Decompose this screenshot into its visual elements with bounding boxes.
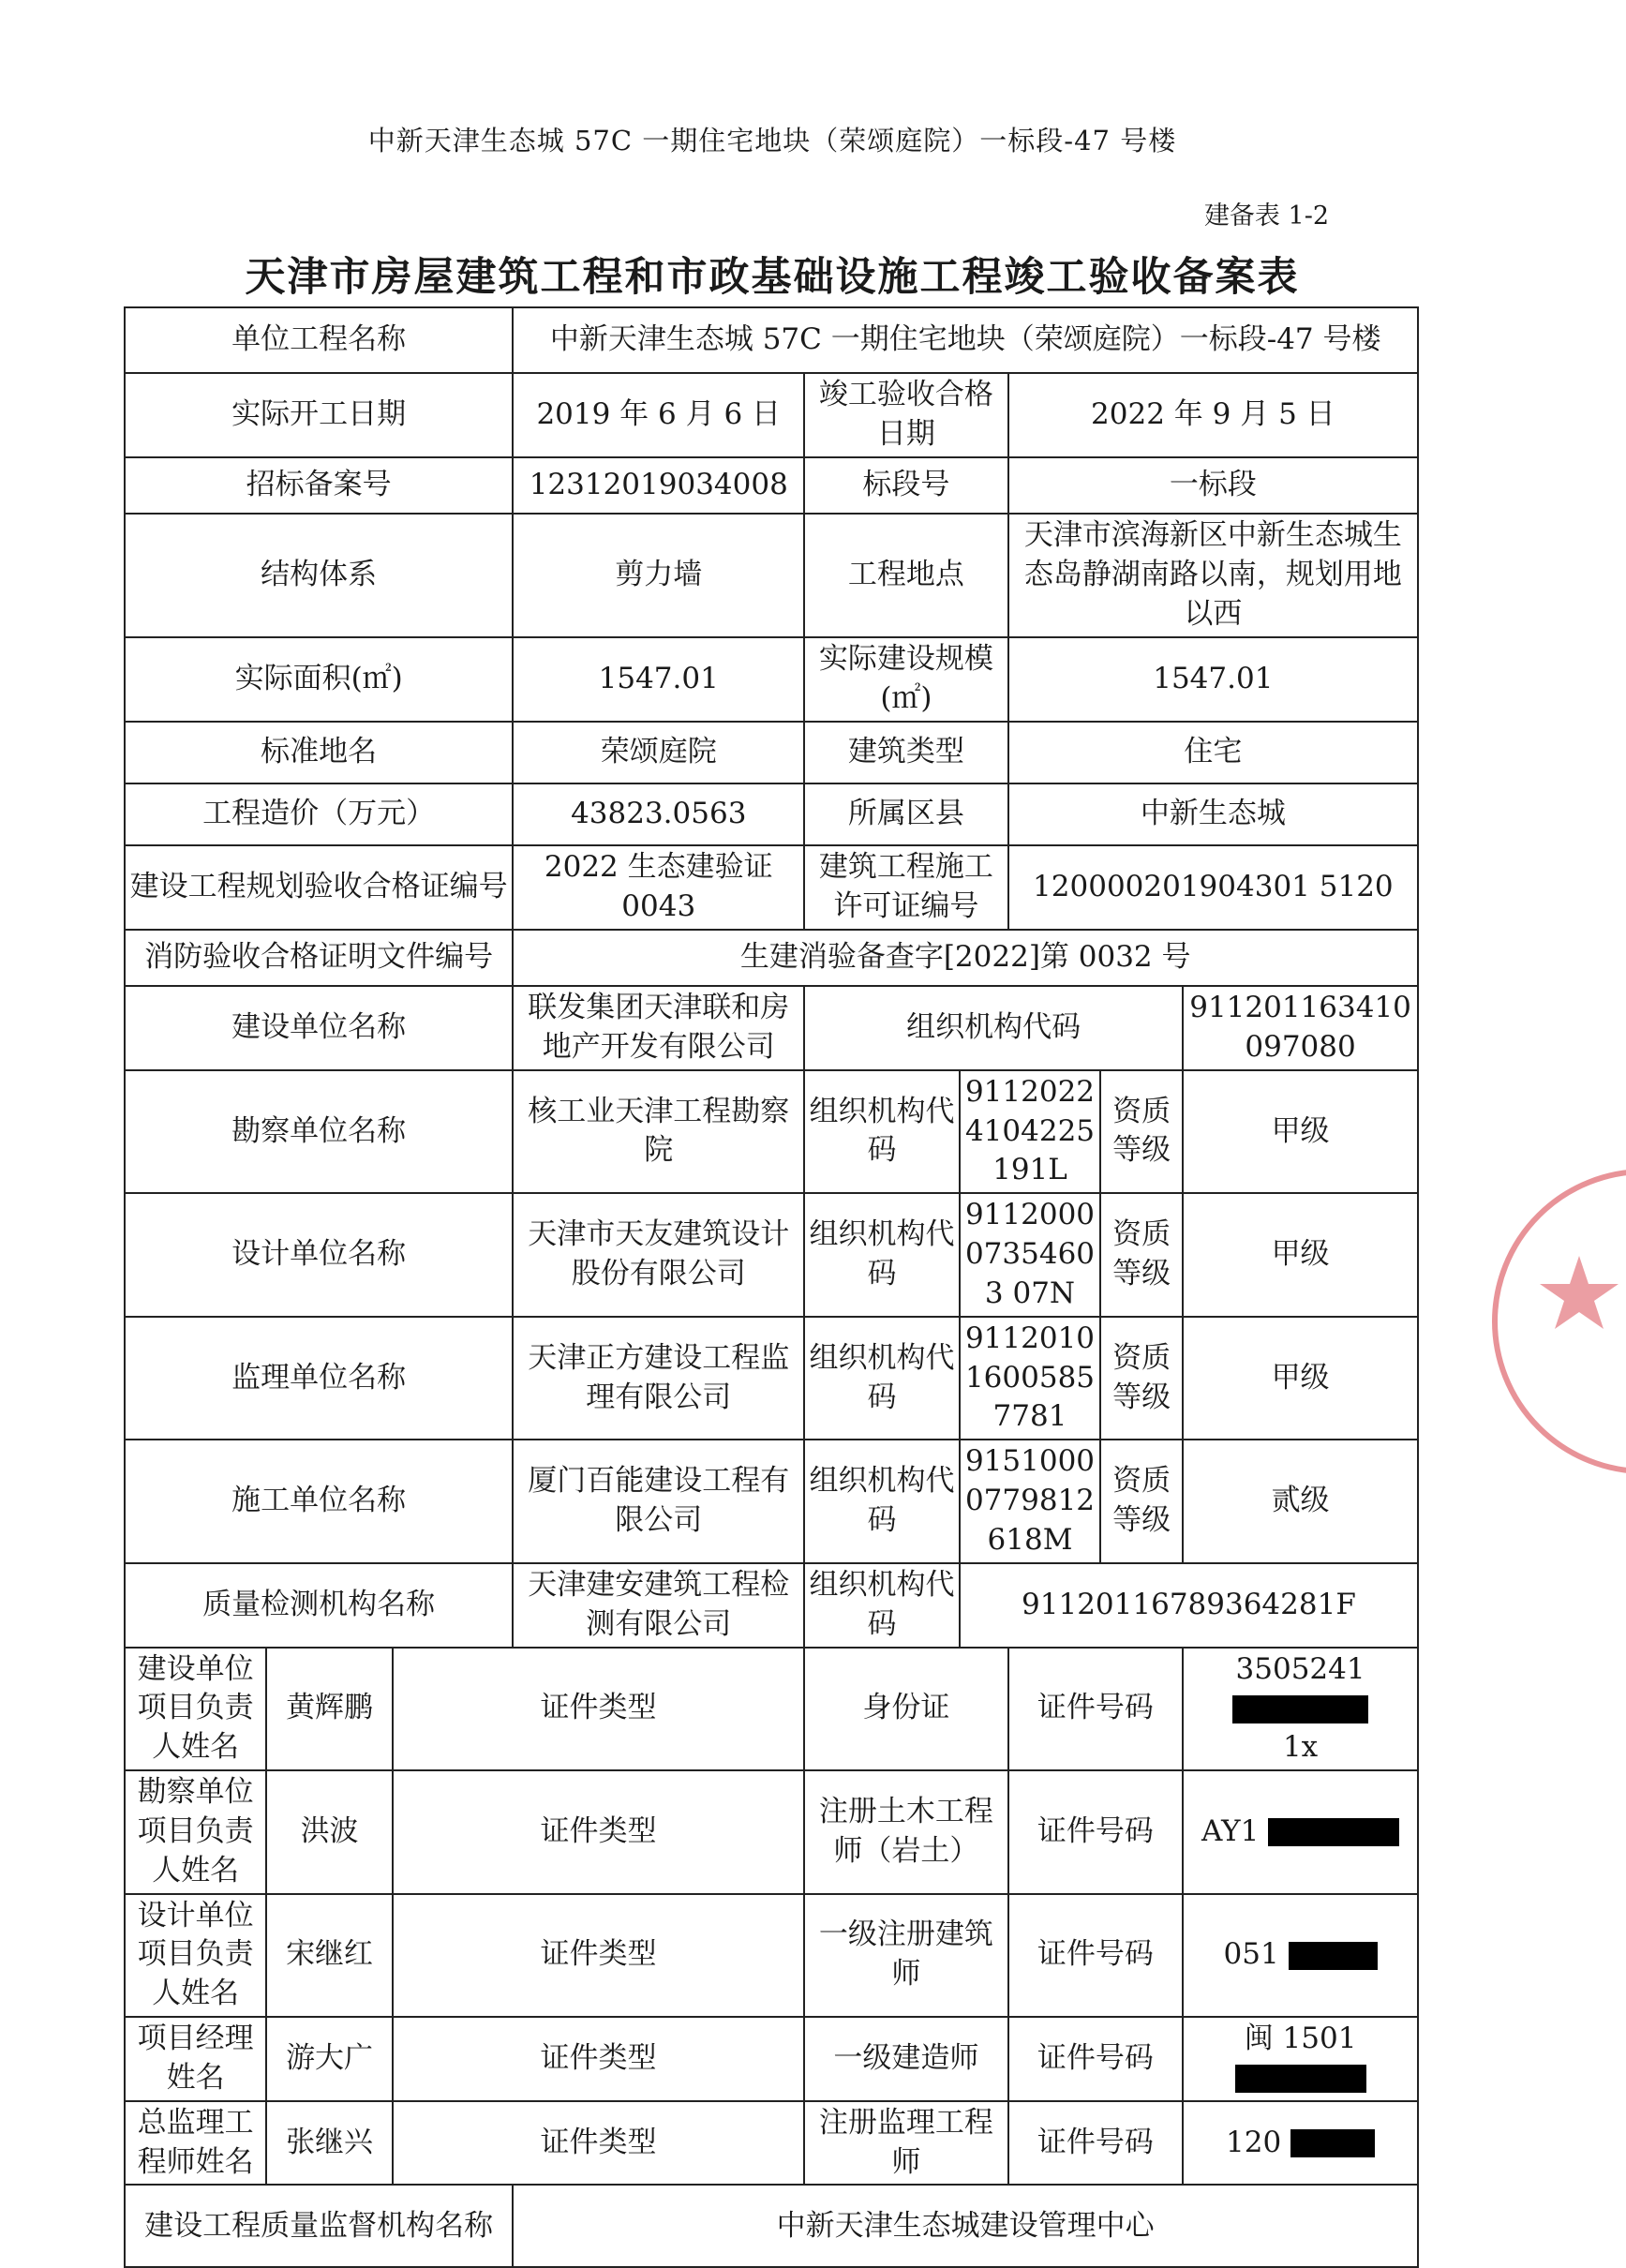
- cert-type-value: 一级注册建筑师: [804, 1894, 1008, 2018]
- redaction-bar: [1232, 1695, 1368, 1723]
- table-row: [125, 930, 1418, 986]
- table-row: [125, 845, 1418, 930]
- org-code-label: 组织机构代码: [804, 1440, 960, 1563]
- document-header: 中新天津生态城 57C 一期住宅地块（荣颂庭院）一标段-47 号楼: [367, 125, 1177, 157]
- scale-label: 实际建设规模(㎡): [804, 637, 1008, 722]
- scale-value: 1547.01: [1008, 637, 1418, 722]
- building-type-label: 建筑类型: [804, 722, 1008, 783]
- redaction-bar: [1289, 1942, 1378, 1970]
- person-role: 设计单位项目负责人姓名: [125, 1894, 266, 2018]
- org-code-label: 组织机构代码: [804, 1070, 960, 1194]
- table-row: [125, 457, 1418, 514]
- org-code-label: 组织机构代码: [804, 1193, 960, 1317]
- table-row: [125, 2185, 1418, 2267]
- unit-name: 厦门百能建设工程有限公司: [513, 1440, 804, 1563]
- cert-no-label: 证件号码: [1008, 1770, 1183, 1894]
- area-label: 实际面积(㎡): [125, 637, 513, 722]
- bid-no-value: 12312019034008: [513, 457, 804, 514]
- structure-label: 结构体系: [125, 514, 513, 637]
- supervision-value: 中新天津生态城建设管理中心: [513, 2185, 1418, 2267]
- cert-no-value: [1183, 1894, 1418, 2018]
- cert-no-prefix: 3505241: [1235, 1651, 1365, 1686]
- district-value: 中新生态城: [1008, 783, 1418, 845]
- cert-no-value: [1183, 1648, 1418, 1771]
- official-seal: [1457, 1125, 1626, 1518]
- person-name: 游大广: [266, 2017, 393, 2101]
- cert-no-label: 证件号码: [1008, 2101, 1183, 2186]
- org-code-value: 91510000779812618M: [960, 1440, 1100, 1563]
- cert-no-prefix: AY1: [1201, 1813, 1260, 1848]
- table-row: [125, 1894, 1418, 2018]
- unit-label: 勘察单位名称: [125, 1070, 513, 1194]
- qualification-label: 资质等级: [1100, 1070, 1183, 1194]
- cert-no-value: [1183, 2101, 1418, 2186]
- person-name: 黄辉鹏: [266, 1648, 393, 1771]
- table-row: [125, 1648, 1418, 1771]
- unit-name: 天津市天友建筑设计股份有限公司: [513, 1193, 804, 1317]
- table-row: [125, 1193, 1418, 1317]
- unit-name: 核工业天津工程勘察院: [513, 1070, 804, 1194]
- accept-date-value: 2022 年 9 月 5 日: [1008, 373, 1418, 457]
- cert-no-prefix: 闽 1501: [1244, 2022, 1357, 2056]
- org-code-value: 91120116789364281F: [960, 1563, 1418, 1648]
- org-code-value: 91120224104225191L: [960, 1070, 1100, 1194]
- qualification-grade: 甲级: [1183, 1317, 1418, 1440]
- qualification-grade: 甲级: [1183, 1070, 1418, 1194]
- permit-label: 建筑工程施工许可证编号: [804, 845, 1008, 930]
- cert-type-value: 一级建造师: [804, 2017, 1008, 2101]
- qualification-label: 资质等级: [1100, 1317, 1183, 1440]
- plan-cert-label: 建设工程规划验收合格证编号: [125, 845, 513, 930]
- cert-no-label: 证件号码: [1008, 1648, 1183, 1771]
- unit-label: 监理单位名称: [125, 1317, 513, 1440]
- redaction-bar: [1268, 1818, 1399, 1846]
- cert-type-label: 证件类型: [393, 1894, 804, 2018]
- table-row: [125, 373, 1418, 457]
- table-row: [125, 1070, 1418, 1194]
- table-row: [125, 514, 1418, 637]
- table-row: [125, 307, 1418, 373]
- person-name: 张继兴: [266, 2101, 393, 2186]
- qualification-grade: 贰级: [1183, 1440, 1418, 1563]
- project-name-label: 单位工程名称: [125, 307, 513, 373]
- cert-no-label: 证件号码: [1008, 1894, 1183, 2018]
- cert-type-label: 证件类型: [393, 2101, 804, 2186]
- cert-no-value: [1183, 2017, 1418, 2101]
- cert-type-label: 证件类型: [393, 2017, 804, 2101]
- person-role: 总监理工程师姓名: [125, 2101, 266, 2186]
- cert-type-value: 注册土木工程师（岩土）: [804, 1770, 1008, 1894]
- form-number: 建备表 1-2: [1203, 201, 1329, 231]
- qualification-label: 资质等级: [1100, 1193, 1183, 1317]
- bid-no-label: 招标备案号: [125, 457, 513, 514]
- cert-no-suffix: 1x: [1282, 1730, 1319, 1765]
- table-row: [125, 1563, 1418, 1648]
- unit-label: 施工单位名称: [125, 1440, 513, 1563]
- table-row: [125, 2017, 1418, 2101]
- unit-name: 联发集团天津联和房地产开发有限公司: [513, 986, 804, 1070]
- cert-no-prefix: 051: [1223, 1937, 1279, 1972]
- table-row: [125, 1440, 1418, 1563]
- cert-type-value: 注册监理工程师: [804, 2101, 1008, 2186]
- cert-type-label: 证件类型: [393, 1770, 804, 1894]
- person-role: 勘察单位项目负责人姓名: [125, 1770, 266, 1894]
- district-label: 所属区县: [804, 783, 1008, 845]
- redaction-bar: [1235, 2065, 1366, 2093]
- cert-no-prefix: 120: [1226, 2125, 1282, 2159]
- section-value: 一标段: [1008, 457, 1418, 514]
- cert-type-value: 身份证: [804, 1648, 1008, 1771]
- org-code-value: 911201016005857781: [960, 1317, 1100, 1440]
- cert-no-label: 证件号码: [1008, 2017, 1183, 2101]
- std-name-label: 标准地名: [125, 722, 513, 783]
- org-code-label: 组织机构代码: [804, 1563, 960, 1648]
- org-code-label: 组织机构代码: [804, 986, 1183, 1070]
- start-date-label: 实际开工日期: [125, 373, 513, 457]
- start-date-value: 2019 年 6 月 6 日: [513, 373, 804, 457]
- permit-value: 120000201904301 5120: [1008, 845, 1418, 930]
- table-row: [125, 1317, 1418, 1440]
- person-role: 建设单位项目负责人姓名: [125, 1648, 266, 1771]
- unit-label: 设计单位名称: [125, 1193, 513, 1317]
- form-title: 天津市房屋建筑工程和市政基础设施工程竣工验收备案表: [245, 254, 1300, 301]
- cert-type-label: 证件类型: [393, 1648, 804, 1771]
- std-name-value: 荣颂庭院: [513, 722, 804, 783]
- unit-label: 建设单位名称: [125, 986, 513, 1070]
- location-label: 工程地点: [804, 514, 1008, 637]
- table-row: [125, 986, 1418, 1070]
- unit-name: 天津正方建设工程监理有限公司: [513, 1317, 804, 1440]
- cost-value: 43823.0563: [513, 783, 804, 845]
- table-row: [125, 2101, 1418, 2186]
- org-code-value: 911200007354603 07N: [960, 1193, 1100, 1317]
- table-row: [125, 783, 1418, 845]
- table-row: [125, 722, 1418, 783]
- cost-label: 工程造价（万元）: [125, 783, 513, 845]
- redaction-bar: [1290, 2129, 1375, 2157]
- section-label: 标段号: [804, 457, 1008, 514]
- fire-value: 生建消验备查字[2022]第 0032 号: [513, 930, 1418, 986]
- structure-value: 剪力墙: [513, 514, 804, 637]
- org-code-label: 组织机构代码: [804, 1317, 960, 1440]
- person-role: 项目经理姓名: [125, 2017, 266, 2101]
- org-code-value: 911201163410097080: [1183, 986, 1418, 1070]
- building-type-value: 住宅: [1008, 722, 1418, 783]
- area-value: 1547.01: [513, 637, 804, 722]
- qualification-grade: 甲级: [1183, 1193, 1418, 1317]
- filing-table: [124, 306, 1419, 2268]
- location-value: 天津市滨海新区中新生态城生态岛静湖南路以南，规划用地以西: [1008, 514, 1418, 637]
- unit-label: 质量检测机构名称: [125, 1563, 513, 1648]
- person-name: 宋继红: [266, 1894, 393, 2018]
- unit-name: 天津建安建筑工程检测有限公司: [513, 1563, 804, 1648]
- cert-no-value: [1183, 1770, 1418, 1894]
- table-row: [125, 1770, 1418, 1894]
- project-name-value: 中新天津生态城 57C 一期住宅地块（荣颂庭院）一标段-47 号楼: [513, 307, 1418, 373]
- qualification-label: 资质等级: [1100, 1440, 1183, 1563]
- accept-date-label: 竣工验收合格日期: [804, 373, 1008, 457]
- fire-label: 消防验收合格证明文件编号: [125, 930, 513, 986]
- person-name: 洪波: [266, 1770, 393, 1894]
- table-row: [125, 637, 1418, 722]
- supervision-label: 建设工程质量监督机构名称: [125, 2185, 513, 2267]
- plan-cert-value: 2022 生态建验证 0043: [513, 845, 804, 930]
